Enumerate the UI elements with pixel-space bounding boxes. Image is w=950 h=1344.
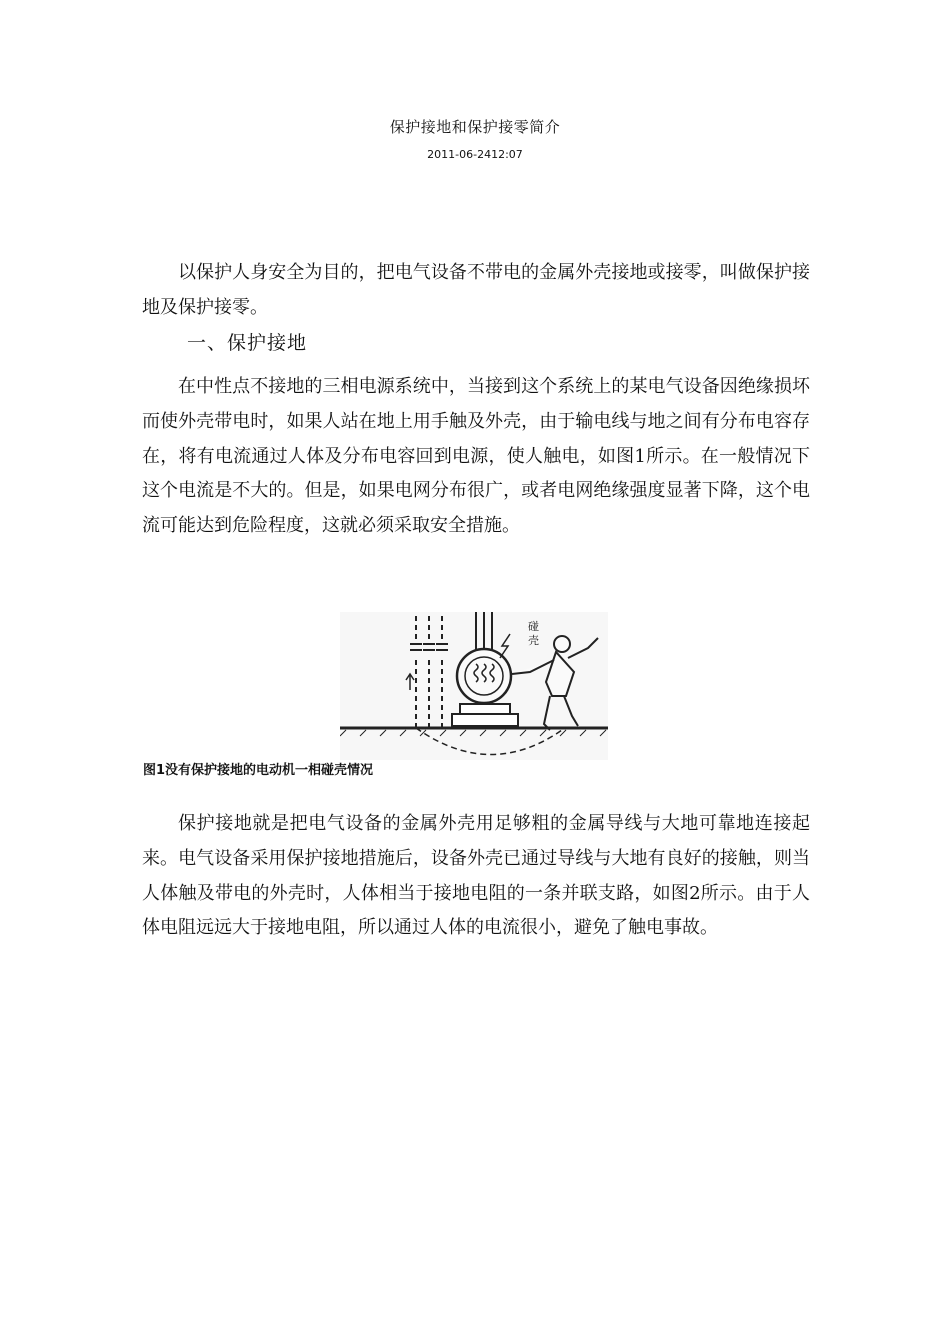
figure-motor-shell-contact [340, 612, 608, 760]
body-paragraph-2: 保护接地就是把电气设备的金属外壳用足够粗的金属导线与大地可靠地连接起来。电气设备采用保护接地措施后，设备外壳已通过导线与大地有良好的接触，则当人体触及带电的外壳时，人体相当于接地电阻的一条并联支路，如图2所示。由于人体电阻远远大于接地电阻，所以通过人体的电流很小，避免了触电事故。 [142, 813, 810, 939]
figure-caption: 图1没有保护接地的电动机一相碰壳情况 [143, 763, 374, 778]
intro-paragraph: 以保护人身安全为目的，把电气设备不带电的金属外壳接地或接零，叫做保护接地及保护接零。 [142, 262, 810, 318]
document-date: 2011-06-2412:07 [427, 148, 523, 161]
figure-illustration [340, 612, 608, 760]
section-heading: 一、保护接地 [187, 332, 308, 354]
body-paragraph-1: 在中性点不接地的三相电源系统中，当接到这个系统上的某电气设备因绝缘损坏而使外壳带电时，如果人站在地上用手触及外壳，由于输电线与地之间有分布电容存在，将有电流通过人体及分布电容回到电源，使人触电，如图1所示。在一般情况下这个电流是不大的。但是，如果电网分布很广，或者电网绝缘强度显著下降，这个电流可能达到危险程度，这就必须采取安全措施。 [142, 376, 810, 537]
figure-label-char-1: 碰 [528, 620, 539, 633]
document-title: 保护接地和保护接零简介 [389, 118, 561, 136]
figure-label-char-2: 壳 [528, 634, 539, 647]
